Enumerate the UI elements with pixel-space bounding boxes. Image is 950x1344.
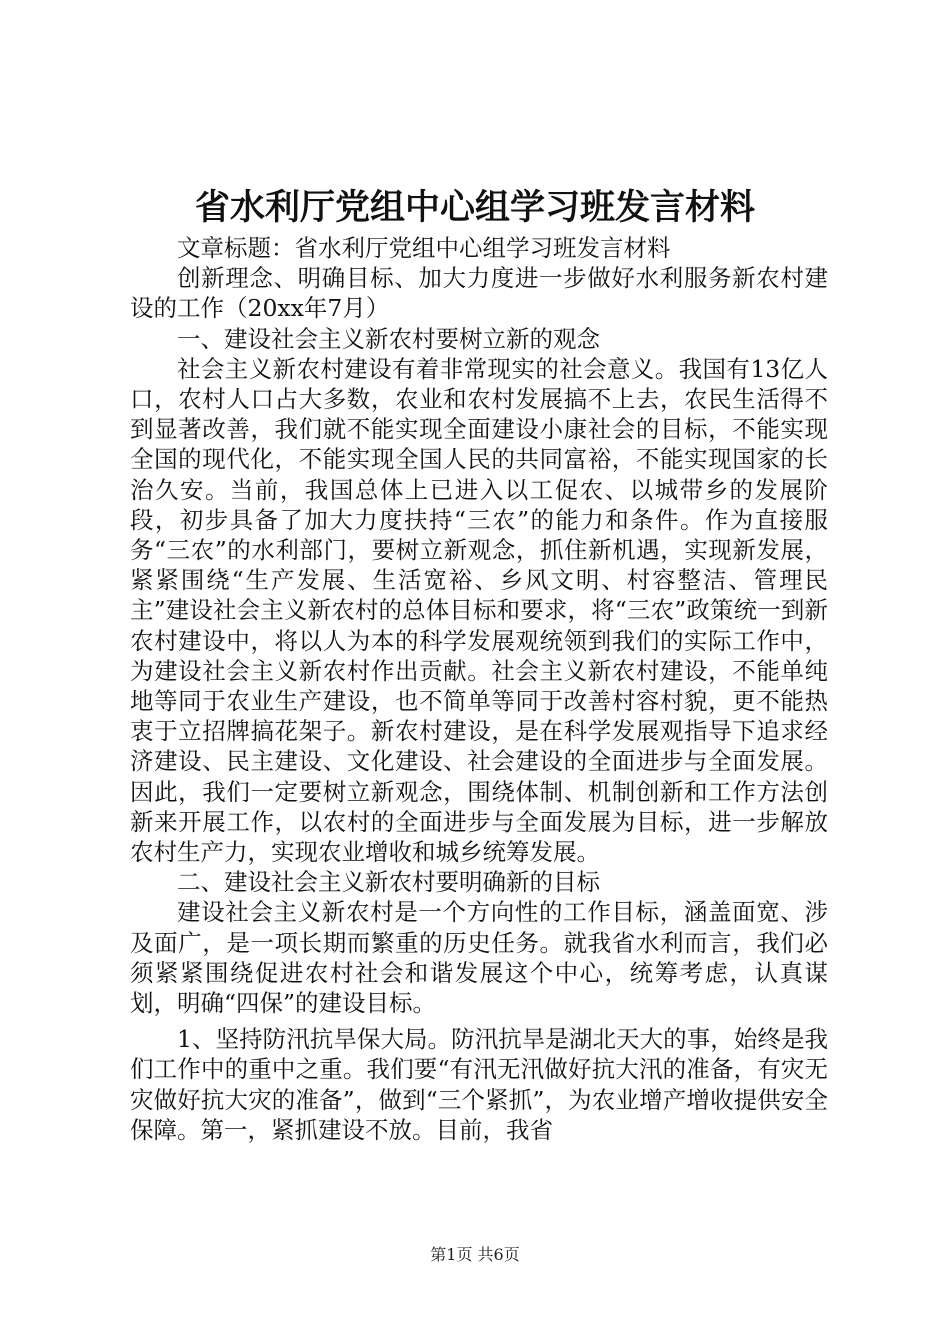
page-number-footer: 第1页 共6页 — [430, 1245, 520, 1264]
body-paragraph: 建设社会主义新农村是一个方向性的工作目标，涵盖面宽、涉及面广，是一项长期而繁重的历史任务。就我省水利而言，我们必须紧紧围绕促进农村社会和谐发展这个中心，统筹考虑，认真谋划，明确“四保”的建设目标。 — [130, 898, 828, 1018]
article-title-line: 文章标题：省水利厅党组中心组学习班发言材料 — [177, 234, 671, 262]
subtitle-paragraph: 创新理念、明确目标、加大力度进一步做好水利服务新农村建设的工作（20xx年7月） — [130, 264, 828, 323]
document-body — [130, 233, 828, 1145]
section-heading-2: 二、建设社会主义新农村要明确新的目标 — [177, 868, 600, 897]
section-heading-1: 一、建设社会主义新农村要树立新的观念 — [177, 324, 600, 353]
body-paragraph: 1、坚持防汛抗旱保大局。防汛抗旱是湖北天大的事，始终是我们工作中的重中之重。我们要“有汛无汛做好抗大汛的准备，有灾无灾做好抗大灾的准备”，做到“三个紧抓”，为农业增产增收提供安全保障。第一，紧抓建设不放。目前，我省 — [130, 1025, 828, 1144]
body-paragraph: 社会主义新农村建设有着非常现实的社会意义。我国有13亿人口，农村人口占大多数，农业和农村发展搞不上去，农民生活得不到显著改善，我们就不能实现全面建设小康社会的目标，不能实现全国的现代化，不能实现全国人民的共同富裕，不能实现国家的长治久安。当前，我国总体上已进入以工促农、以城带乡的发展阶段，初步具备了加大力度扶持“三农”的能力和条件。作为直接服务“三农”的水利部门，要树立新观念，抓住新机遇，实现新发展，紧紧围绕“生产发展、生活宽裕、乡风文明、村容整洁、管理民主”建设社会主义新农村的总体目标和要求，将“三农”政策统一到新农村建设中，将以人为本的科学发展观统领到我们的实际工作中，为建设社会主义新农村作出贡献。社会主义新农村建设，不能单纯地等同于农业生产建设，也不简单等同于改善村容村貌，更不能热衷于立招牌搞花架子。新农村建设，是在科学发展观指导下追求经济建设、民主建设、文化建设、社会建设的全面进步与全面发展。因此，我们一定要树立新观念，围绕体制、机制创新和工作方法创新来开展工作，以农村的全面进步与全面发展为目标，进一步解放农村生产力，实现农业增收和城乡统筹发展。 — [130, 354, 828, 867]
document-title: 省水利厅党组中心组学习班发言材料 — [194, 188, 755, 228]
